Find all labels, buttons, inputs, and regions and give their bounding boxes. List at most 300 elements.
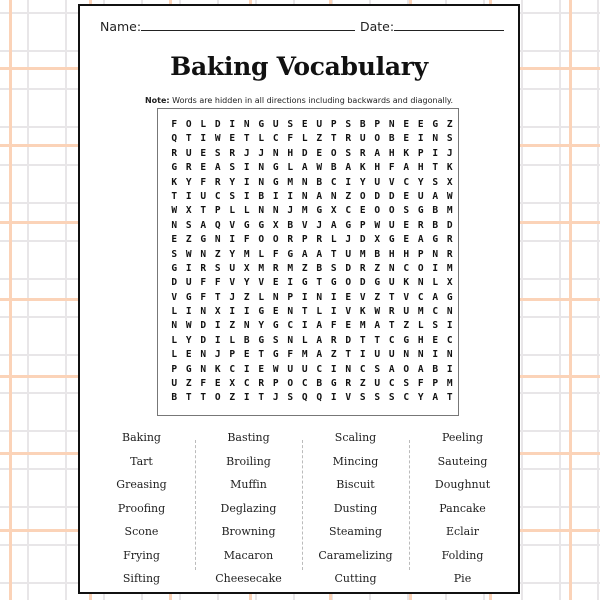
grid-letter[interactable]: N bbox=[301, 190, 308, 202]
grid-letter[interactable]: G bbox=[301, 277, 308, 289]
grid-letter[interactable]: U bbox=[403, 306, 410, 318]
grid-letter[interactable]: F bbox=[287, 349, 294, 361]
grid-letter[interactable]: G bbox=[272, 162, 279, 174]
grid-letter[interactable]: G bbox=[258, 119, 265, 130]
grid-letter[interactable]: I bbox=[359, 349, 366, 361]
grid-letter[interactable]: F bbox=[200, 378, 207, 390]
grid-letter[interactable]: O bbox=[272, 234, 279, 246]
grid-letter[interactable]: C bbox=[417, 291, 424, 303]
grid-letter[interactable]: U bbox=[185, 277, 192, 289]
grid-letter[interactable]: D bbox=[446, 219, 453, 231]
grid-letter[interactable]: A bbox=[388, 363, 395, 375]
grid-letter[interactable]: I bbox=[432, 262, 439, 274]
grid-letter[interactable]: O bbox=[287, 378, 294, 390]
grid-letter[interactable]: C bbox=[388, 334, 395, 346]
grid-letter[interactable]: I bbox=[229, 119, 236, 130]
grid-letter[interactable]: O bbox=[345, 277, 352, 289]
grid-letter[interactable]: R bbox=[446, 234, 453, 246]
grid-letter[interactable]: C bbox=[301, 378, 308, 390]
grid-letter[interactable]: U bbox=[200, 190, 207, 202]
grid-letter[interactable]: E bbox=[229, 133, 236, 145]
grid-letter[interactable]: G bbox=[272, 176, 279, 188]
grid-letter[interactable]: D bbox=[200, 334, 207, 346]
grid-letter[interactable]: N bbox=[432, 133, 439, 145]
grid-letter[interactable]: Y bbox=[243, 277, 250, 289]
grid-letter[interactable]: E bbox=[200, 162, 207, 174]
grid-letter[interactable]: U bbox=[374, 349, 381, 361]
grid-letter[interactable]: B bbox=[374, 248, 381, 260]
grid-letter[interactable]: U bbox=[374, 378, 381, 390]
grid-letter[interactable]: V bbox=[345, 306, 352, 318]
grid-letter[interactable]: Z bbox=[229, 320, 236, 332]
grid-letter[interactable]: N bbox=[200, 363, 207, 375]
grid-letter[interactable]: X bbox=[330, 205, 337, 217]
grid-letter[interactable]: S bbox=[403, 378, 410, 390]
grid-letter[interactable]: O bbox=[403, 363, 410, 375]
grid-letter[interactable]: N bbox=[417, 277, 424, 289]
grid-letter[interactable]: X bbox=[185, 205, 192, 217]
grid-letter[interactable]: Z bbox=[185, 378, 192, 390]
grid-letter[interactable]: I bbox=[287, 277, 294, 289]
grid-letter[interactable]: V bbox=[229, 219, 236, 231]
grid-letter[interactable]: M bbox=[446, 205, 453, 217]
grid-letter[interactable]: O bbox=[374, 205, 381, 217]
grid-letter[interactable]: Z bbox=[403, 320, 410, 332]
grid-letter[interactable]: C bbox=[432, 306, 439, 318]
grid-letter[interactable]: L bbox=[258, 291, 265, 303]
grid-letter[interactable]: K bbox=[446, 162, 453, 174]
grid-letter[interactable]: B bbox=[432, 219, 439, 231]
grid-letter[interactable]: Y bbox=[185, 176, 192, 188]
grid-letter[interactable]: N bbox=[316, 291, 323, 303]
grid-letter[interactable]: B bbox=[432, 363, 439, 375]
grid-letter[interactable]: G bbox=[403, 334, 410, 346]
grid-letter[interactable]: S bbox=[345, 147, 352, 159]
grid-letter[interactable]: U bbox=[359, 133, 366, 145]
grid-letter[interactable]: I bbox=[243, 392, 250, 404]
grid-letter[interactable]: E bbox=[403, 119, 410, 130]
grid-letter[interactable]: I bbox=[330, 306, 337, 318]
grid-letter[interactable]: I bbox=[330, 291, 337, 303]
grid-letter[interactable]: G bbox=[417, 205, 424, 217]
grid-letter[interactable]: U bbox=[171, 378, 178, 390]
grid-letter[interactable]: T bbox=[171, 190, 178, 202]
grid-letter[interactable]: P bbox=[417, 147, 424, 159]
grid-letter[interactable]: X bbox=[243, 262, 250, 274]
grid-letter[interactable]: S bbox=[330, 262, 337, 274]
grid-letter[interactable]: A bbox=[403, 162, 410, 174]
grid-letter[interactable]: T bbox=[185, 392, 192, 404]
grid-letter[interactable]: T bbox=[388, 320, 395, 332]
grid-letter[interactable]: R bbox=[272, 262, 279, 274]
grid-letter[interactable]: M bbox=[446, 378, 453, 390]
grid-letter[interactable]: B bbox=[359, 119, 366, 130]
grid-letter[interactable]: I bbox=[446, 363, 453, 375]
grid-letter[interactable]: T bbox=[374, 334, 381, 346]
grid-letter[interactable]: Z bbox=[446, 119, 453, 130]
grid-letter[interactable]: S bbox=[403, 205, 410, 217]
grid-letter[interactable]: K bbox=[171, 176, 178, 188]
grid-letter[interactable]: E bbox=[301, 119, 308, 130]
grid-letter[interactable]: E bbox=[432, 334, 439, 346]
grid-letter[interactable]: Z bbox=[185, 234, 192, 246]
date-underline[interactable] bbox=[394, 18, 504, 31]
grid-letter[interactable]: U bbox=[287, 363, 294, 375]
grid-letter[interactable]: R bbox=[287, 234, 294, 246]
grid-letter[interactable]: V bbox=[301, 219, 308, 231]
grid-letter[interactable]: E bbox=[403, 190, 410, 202]
grid-letter[interactable]: I bbox=[243, 363, 250, 375]
grid-letter[interactable]: E bbox=[200, 147, 207, 159]
grid-letter[interactable]: C bbox=[359, 363, 366, 375]
grid-letter[interactable]: W bbox=[185, 320, 192, 332]
grid-letter[interactable]: I bbox=[200, 133, 207, 145]
grid-letter[interactable]: S bbox=[229, 162, 236, 174]
grid-letter[interactable]: S bbox=[446, 133, 453, 145]
grid-letter[interactable]: G bbox=[388, 234, 395, 246]
grid-letter[interactable]: D bbox=[359, 234, 366, 246]
grid-letter[interactable]: T bbox=[185, 133, 192, 145]
grid-letter[interactable]: P bbox=[432, 378, 439, 390]
grid-letter[interactable]: T bbox=[258, 392, 265, 404]
grid-letter[interactable]: N bbox=[200, 306, 207, 318]
grid-letter[interactable]: I bbox=[432, 147, 439, 159]
grid-letter[interactable]: S bbox=[432, 176, 439, 188]
grid-letter[interactable]: L bbox=[229, 205, 236, 217]
grid-letter[interactable]: T bbox=[316, 277, 323, 289]
grid-letter[interactable]: E bbox=[171, 234, 178, 246]
grid-letter[interactable]: C bbox=[330, 176, 337, 188]
grid-letter[interactable]: S bbox=[287, 392, 294, 404]
grid-letter[interactable]: G bbox=[272, 349, 279, 361]
grid-letter[interactable]: Y bbox=[229, 248, 236, 260]
grid-letter[interactable]: L bbox=[258, 248, 265, 260]
grid-letter[interactable]: U bbox=[272, 119, 279, 130]
grid-letter[interactable]: L bbox=[171, 334, 178, 346]
grid-letter[interactable]: S bbox=[374, 392, 381, 404]
grid-letter[interactable]: R bbox=[359, 147, 366, 159]
grid-letter[interactable]: A bbox=[200, 219, 207, 231]
grid-letter[interactable]: T bbox=[200, 205, 207, 217]
grid-letter[interactable]: A bbox=[330, 219, 337, 231]
grid-letter[interactable]: A bbox=[301, 162, 308, 174]
grid-letter[interactable]: G bbox=[330, 277, 337, 289]
grid-letter[interactable]: M bbox=[287, 176, 294, 188]
grid-letter[interactable]: A bbox=[432, 190, 439, 202]
grid-letter[interactable]: U bbox=[229, 262, 236, 274]
grid-letter[interactable]: N bbox=[446, 349, 453, 361]
grid-letter[interactable]: Q bbox=[171, 133, 178, 145]
grid-letter[interactable]: B bbox=[330, 162, 337, 174]
grid-letter[interactable]: G bbox=[287, 248, 294, 260]
grid-letter[interactable]: R bbox=[316, 234, 323, 246]
grid-letter[interactable]: N bbox=[200, 248, 207, 260]
grid-letter[interactable]: L bbox=[316, 306, 323, 318]
grid-letter[interactable]: N bbox=[287, 306, 294, 318]
grid-letter[interactable]: O bbox=[359, 190, 366, 202]
grid-letter[interactable]: V bbox=[388, 176, 395, 188]
grid-letter[interactable]: L bbox=[200, 119, 207, 130]
grid-letter[interactable]: J bbox=[214, 349, 221, 361]
grid-letter[interactable]: E bbox=[185, 349, 192, 361]
grid-letter[interactable]: B bbox=[171, 392, 178, 404]
grid-letter[interactable]: D bbox=[214, 119, 221, 130]
grid-letter[interactable]: R bbox=[345, 133, 352, 145]
grid-letter[interactable]: T bbox=[200, 392, 207, 404]
grid-letter[interactable]: I bbox=[272, 190, 279, 202]
grid-letter[interactable]: Z bbox=[214, 248, 221, 260]
grid-letter[interactable]: S bbox=[214, 147, 221, 159]
grid-letter[interactable]: N bbox=[214, 234, 221, 246]
grid-letter[interactable]: P bbox=[171, 363, 178, 375]
grid-letter[interactable]: C bbox=[388, 378, 395, 390]
grid-letter[interactable]: E bbox=[316, 147, 323, 159]
grid-letter[interactable]: L bbox=[243, 205, 250, 217]
grid-letter[interactable]: I bbox=[214, 334, 221, 346]
grid-letter[interactable]: Y bbox=[185, 334, 192, 346]
grid-letter[interactable]: I bbox=[185, 306, 192, 318]
grid-letter[interactable]: F bbox=[200, 291, 207, 303]
grid-letter[interactable]: D bbox=[359, 277, 366, 289]
grid-letter[interactable]: Z bbox=[243, 291, 250, 303]
grid-letter[interactable]: X bbox=[446, 277, 453, 289]
grid-letter[interactable]: Z bbox=[345, 190, 352, 202]
grid-letter[interactable]: Z bbox=[229, 392, 236, 404]
grid-letter[interactable]: A bbox=[301, 248, 308, 260]
grid-letter[interactable]: T bbox=[330, 133, 337, 145]
grid-letter[interactable]: B bbox=[432, 205, 439, 217]
grid-letter[interactable]: C bbox=[316, 363, 323, 375]
grid-letter[interactable]: A bbox=[374, 147, 381, 159]
grid-letter[interactable]: N bbox=[446, 306, 453, 318]
grid-letter[interactable]: F bbox=[243, 234, 250, 246]
grid-letter[interactable]: I bbox=[330, 363, 337, 375]
grid-letter[interactable]: A bbox=[316, 248, 323, 260]
grid-letter[interactable]: L bbox=[432, 277, 439, 289]
grid-letter[interactable]: Q bbox=[214, 219, 221, 231]
grid-letter[interactable]: V bbox=[359, 291, 366, 303]
grid-letter[interactable]: N bbox=[345, 363, 352, 375]
grid-letter[interactable]: S bbox=[229, 190, 236, 202]
grid-letter[interactable]: N bbox=[258, 176, 265, 188]
grid-letter[interactable]: B bbox=[388, 133, 395, 145]
grid-letter[interactable]: B bbox=[243, 334, 250, 346]
grid-letter[interactable]: B bbox=[316, 176, 323, 188]
grid-letter[interactable]: H bbox=[388, 248, 395, 260]
grid-letter[interactable]: G bbox=[272, 320, 279, 332]
grid-letter[interactable]: U bbox=[388, 277, 395, 289]
grid-letter[interactable]: K bbox=[403, 277, 410, 289]
grid-letter[interactable]: O bbox=[258, 234, 265, 246]
grid-letter[interactable]: B bbox=[287, 219, 294, 231]
grid-letter[interactable]: Z bbox=[316, 133, 323, 145]
grid-letter[interactable]: G bbox=[243, 219, 250, 231]
grid-letter[interactable]: C bbox=[345, 205, 352, 217]
grid-letter[interactable]: I bbox=[345, 176, 352, 188]
grid-letter[interactable]: V bbox=[171, 291, 178, 303]
grid-letter[interactable]: R bbox=[171, 147, 178, 159]
grid-letter[interactable]: S bbox=[185, 219, 192, 231]
grid-letter[interactable]: I bbox=[229, 234, 236, 246]
grid-letter[interactable]: X bbox=[229, 378, 236, 390]
grid-letter[interactable]: G bbox=[432, 234, 439, 246]
grid-letter[interactable]: C bbox=[403, 392, 410, 404]
grid-letter[interactable]: P bbox=[417, 248, 424, 260]
grid-letter[interactable]: M bbox=[301, 205, 308, 217]
grid-letter[interactable]: A bbox=[316, 334, 323, 346]
grid-letter[interactable]: T bbox=[243, 133, 250, 145]
grid-letter[interactable]: A bbox=[432, 392, 439, 404]
grid-letter[interactable]: J bbox=[287, 205, 294, 217]
grid-letter[interactable]: S bbox=[214, 262, 221, 274]
grid-letter[interactable]: I bbox=[185, 262, 192, 274]
grid-letter[interactable]: N bbox=[287, 334, 294, 346]
grid-letter[interactable]: E bbox=[272, 306, 279, 318]
grid-letter[interactable]: G bbox=[446, 291, 453, 303]
date-field[interactable] bbox=[360, 18, 504, 34]
grid-letter[interactable]: A bbox=[417, 234, 424, 246]
grid-letter[interactable]: R bbox=[417, 219, 424, 231]
grid-letter[interactable]: P bbox=[301, 234, 308, 246]
grid-letter[interactable]: O bbox=[330, 147, 337, 159]
grid-letter[interactable]: E bbox=[403, 133, 410, 145]
grid-letter[interactable]: J bbox=[243, 147, 250, 159]
grid-letter[interactable]: F bbox=[287, 133, 294, 145]
grid-letter[interactable]: E bbox=[345, 320, 352, 332]
grid-letter[interactable]: A bbox=[374, 320, 381, 332]
grid-letter[interactable]: A bbox=[214, 162, 221, 174]
grid-letter[interactable]: W bbox=[446, 190, 453, 202]
grid-letter[interactable]: H bbox=[417, 334, 424, 346]
grid-letter[interactable]: Y bbox=[359, 176, 366, 188]
grid-letter[interactable]: E bbox=[403, 234, 410, 246]
grid-letter[interactable]: G bbox=[171, 162, 178, 174]
grid-letter[interactable]: I bbox=[243, 162, 250, 174]
grid-letter[interactable]: L bbox=[417, 320, 424, 332]
grid-letter[interactable]: R bbox=[446, 248, 453, 260]
grid-letter[interactable]: L bbox=[258, 133, 265, 145]
grid-letter[interactable]: W bbox=[171, 205, 178, 217]
grid-letter[interactable]: R bbox=[200, 262, 207, 274]
grid-letter[interactable]: M bbox=[417, 306, 424, 318]
grid-letter[interactable]: T bbox=[258, 349, 265, 361]
grid-letter[interactable]: W bbox=[316, 162, 323, 174]
grid-letter[interactable]: K bbox=[359, 306, 366, 318]
grid-letter[interactable]: W bbox=[374, 306, 381, 318]
grid-letter[interactable]: T bbox=[359, 334, 366, 346]
grid-letter[interactable]: E bbox=[417, 119, 424, 130]
grid-letter[interactable]: S bbox=[287, 119, 294, 130]
grid-letter[interactable]: Z bbox=[374, 262, 381, 274]
grid-letter[interactable]: Z bbox=[359, 378, 366, 390]
grid-letter[interactable]: A bbox=[316, 349, 323, 361]
grid-letter[interactable]: V bbox=[345, 392, 352, 404]
grid-letter[interactable]: M bbox=[359, 320, 366, 332]
grid-letter[interactable]: P bbox=[287, 291, 294, 303]
grid-letter[interactable]: A bbox=[345, 162, 352, 174]
grid-letter[interactable]: N bbox=[243, 320, 250, 332]
grid-letter[interactable]: Y bbox=[417, 392, 424, 404]
grid-letter[interactable]: U bbox=[301, 363, 308, 375]
grid-letter[interactable]: N bbox=[388, 262, 395, 274]
grid-letter[interactable]: J bbox=[345, 234, 352, 246]
grid-letter[interactable]: A bbox=[316, 190, 323, 202]
grid-letter[interactable]: Q bbox=[316, 392, 323, 404]
grid-letter[interactable]: T bbox=[330, 248, 337, 260]
grid-letter[interactable]: I bbox=[417, 133, 424, 145]
grid-letter[interactable]: D bbox=[171, 277, 178, 289]
grid-letter[interactable]: R bbox=[229, 147, 236, 159]
grid-letter[interactable]: C bbox=[214, 190, 221, 202]
grid-letter[interactable]: D bbox=[345, 334, 352, 346]
grid-letter[interactable]: G bbox=[345, 219, 352, 231]
grid-letter[interactable]: N bbox=[388, 119, 395, 130]
grid-letter[interactable]: N bbox=[417, 349, 424, 361]
grid-letter[interactable]: G bbox=[432, 119, 439, 130]
grid-letter[interactable]: J bbox=[446, 147, 453, 159]
grid-letter[interactable]: Y bbox=[417, 176, 424, 188]
grid-letter[interactable]: L bbox=[301, 334, 308, 346]
grid-letter[interactable]: Z bbox=[301, 262, 308, 274]
grid-letter[interactable]: W bbox=[214, 133, 221, 145]
grid-letter[interactable]: I bbox=[214, 320, 221, 332]
grid-letter[interactable]: S bbox=[171, 248, 178, 260]
grid-letter[interactable]: I bbox=[301, 320, 308, 332]
grid-letter[interactable]: I bbox=[243, 176, 250, 188]
grid-letter[interactable]: T bbox=[432, 162, 439, 174]
grid-letter[interactable]: U bbox=[185, 147, 192, 159]
grid-letter[interactable]: N bbox=[272, 291, 279, 303]
grid-letter[interactable]: M bbox=[446, 262, 453, 274]
grid-letter[interactable]: P bbox=[374, 119, 381, 130]
grid-letter[interactable]: Q bbox=[301, 392, 308, 404]
grid-letter[interactable]: G bbox=[258, 306, 265, 318]
grid-letter[interactable]: W bbox=[374, 219, 381, 231]
grid-letter[interactable]: L bbox=[301, 133, 308, 145]
grid-letter[interactable]: P bbox=[272, 378, 279, 390]
grid-letter[interactable]: T bbox=[388, 291, 395, 303]
grid-letter[interactable]: I bbox=[446, 320, 453, 332]
grid-letter[interactable]: G bbox=[330, 378, 337, 390]
grid-letter[interactable]: H bbox=[287, 147, 294, 159]
grid-letter[interactable]: M bbox=[258, 262, 265, 274]
grid-letter[interactable]: E bbox=[345, 291, 352, 303]
grid-letter[interactable]: O bbox=[417, 262, 424, 274]
grid-letter[interactable]: A bbox=[432, 291, 439, 303]
grid-letter[interactable]: J bbox=[316, 219, 323, 231]
grid-letter[interactable]: S bbox=[432, 320, 439, 332]
grid-letter[interactable]: O bbox=[214, 392, 221, 404]
grid-letter[interactable]: E bbox=[272, 277, 279, 289]
grid-letter[interactable]: I bbox=[301, 291, 308, 303]
grid-letter[interactable]: A bbox=[316, 320, 323, 332]
grid-letter[interactable]: P bbox=[229, 349, 236, 361]
grid-letter[interactable]: K bbox=[403, 147, 410, 159]
grid-letter[interactable]: O bbox=[374, 133, 381, 145]
grid-letter[interactable]: F bbox=[388, 162, 395, 174]
grid-letter[interactable]: X bbox=[374, 234, 381, 246]
grid-letter[interactable]: N bbox=[301, 176, 308, 188]
grid-letter[interactable]: T bbox=[301, 306, 308, 318]
grid-letter[interactable]: W bbox=[272, 363, 279, 375]
grid-letter[interactable]: C bbox=[403, 176, 410, 188]
grid-letter[interactable]: G bbox=[258, 219, 265, 231]
grid-letter[interactable]: V bbox=[258, 277, 265, 289]
grid-letter[interactable]: I bbox=[243, 190, 250, 202]
grid-letter[interactable]: Z bbox=[330, 349, 337, 361]
grid-letter[interactable]: P bbox=[330, 119, 337, 130]
grid-letter[interactable]: X bbox=[272, 219, 279, 231]
